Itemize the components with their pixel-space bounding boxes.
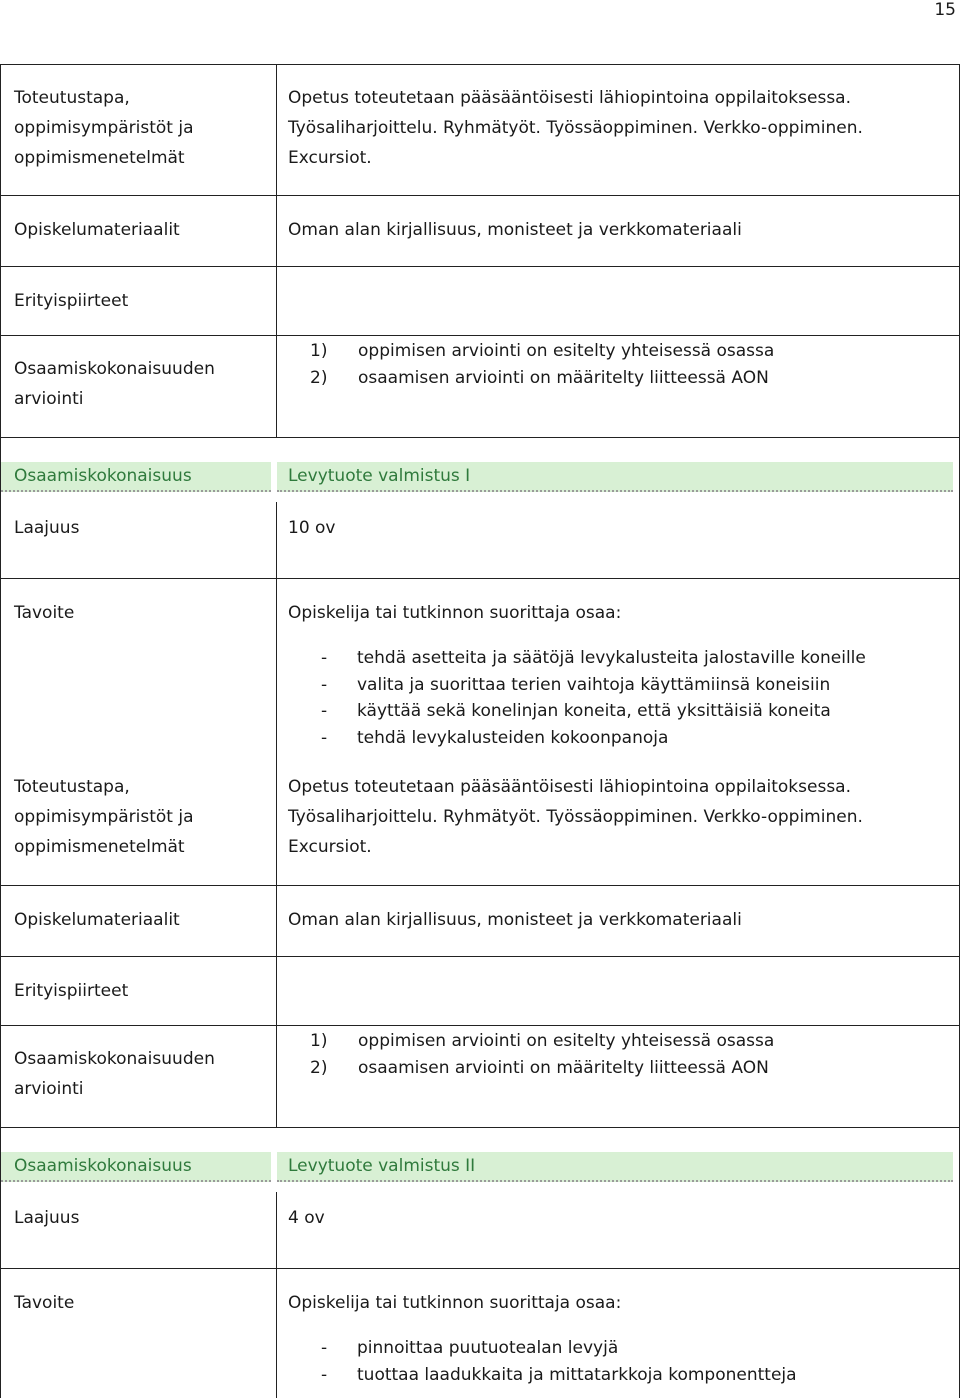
row-content [277, 957, 959, 1025]
row-content [277, 1192, 959, 1268]
section-heading-name: Levytuote valmistus I [277, 462, 953, 492]
list-item [288, 365, 959, 392]
label-text: Tavoite [14, 1293, 75, 1313]
list-marker: 1) [310, 1031, 328, 1051]
list-text: oppimisen arviointi on esitelty yhteisessä osassa [358, 1031, 775, 1051]
row-content [277, 579, 959, 754]
label-line: Toteutustapa, [14, 777, 130, 797]
row-content [277, 65, 959, 195]
list-text: valita ja suorittaa terien vaihtoja käyttämiinsä koneisiin [357, 674, 831, 695]
text-line: Työsaliharjoittelu. Ryhmätyöt. Työssäoppiminen. Verkko-oppiminen. [288, 807, 863, 827]
section-heading-label: Osaamiskokonaisuus [1, 1152, 271, 1182]
list-text: osaamisen arviointi on määritelty liitteessä AON [358, 1057, 769, 1078]
row-content [277, 267, 959, 335]
list-marker: - [321, 1338, 328, 1358]
row-content [277, 336, 959, 437]
row-content [277, 196, 959, 266]
row-label [1, 502, 277, 578]
list-item [288, 1055, 959, 1082]
row-arviointi [1, 1025, 959, 1127]
label-line: Osaamiskokonaisuuden [14, 1049, 215, 1069]
row-content [277, 1269, 959, 1398]
label-text: Tavoite [14, 603, 75, 623]
row-opiskelumateriaalit [1, 195, 959, 266]
list-text: tehdä asetteita ja säätöjä levykalusteita jalostaville koneille [357, 648, 866, 668]
text-line: Työsaliharjoittelu. Ryhmätyöt. Työssäoppiminen. Verkko-oppiminen. [288, 118, 863, 138]
row-label [1, 957, 277, 1025]
row-label [1, 1269, 277, 1398]
row-label [1, 438, 277, 502]
list-marker: - [321, 674, 328, 695]
content-text: Oman alan kirjallisuus, monisteet ja verkkomateriaali [288, 910, 742, 930]
list-text: pinnoittaa puutuotealan levyjä [357, 1338, 619, 1358]
label-text: Laajuus [14, 1208, 80, 1228]
list-text: käyttää sekä konelinjan koneita, että yksittäisiä koneita [357, 701, 831, 721]
content-text: Oman alan kirjallisuus, monisteet ja verkkomateriaali [288, 220, 742, 240]
row-label [1, 754, 277, 885]
label-line: Osaamiskokonaisuuden [14, 359, 215, 379]
row-label [1, 579, 277, 754]
row-arviointi [1, 335, 959, 437]
label-text: Erityispiirteet [14, 291, 129, 311]
label-line: oppimisympäristöt ja [14, 118, 194, 138]
row-osaamiskokonaisuus [1, 437, 959, 502]
tavoite-intro: Opiskelija tai tutkinnon suorittaja osaa: [288, 603, 622, 623]
text-line: Excursiot. [288, 837, 372, 857]
list-item [288, 1335, 959, 1362]
list-marker: - [321, 648, 328, 668]
laajuus-value: 4 ov [288, 1208, 325, 1228]
label-line: oppimismenetelmät [14, 837, 185, 857]
row-content [277, 1026, 959, 1127]
row-laajuus [1, 502, 959, 578]
list-text: tehdä levykalusteiden kokoonpanoja [357, 727, 669, 748]
row-label [1, 886, 277, 956]
label-line: oppimismenetelmät [14, 148, 185, 168]
row-label [1, 1026, 277, 1127]
list-marker: - [321, 1364, 328, 1385]
row-content [277, 886, 959, 956]
list-text: tuottaa laadukkaita ja mittatarkkoja komponentteja [357, 1364, 797, 1385]
text-line: Excursiot. [288, 148, 372, 168]
text-line: Opetus toteutetaan pääsääntöisesti lähiopintoina oppilaitoksessa. [288, 88, 851, 108]
page-number: 15 [934, 0, 956, 20]
list-item [288, 1362, 959, 1389]
row-content [277, 754, 959, 885]
row-opiskelumateriaalit [1, 885, 959, 956]
row-erityispiirteet [1, 266, 959, 335]
text-line: Opetus toteutetaan pääsääntöisesti lähiopintoina oppilaitoksessa. [288, 777, 851, 797]
label-text: Opiskelumateriaalit [14, 910, 180, 930]
row-label [1, 1128, 277, 1192]
row-osaamiskokonaisuus [1, 1127, 959, 1192]
row-content [277, 502, 959, 578]
section-heading-name: Levytuote valmistus II [277, 1152, 953, 1182]
label-line: arviointi [14, 1079, 84, 1099]
list-item [288, 698, 959, 725]
row-label [1, 65, 277, 195]
tavoite-intro: Opiskelija tai tutkinnon suorittaja osaa: [288, 1293, 622, 1313]
list-item [288, 672, 959, 699]
list-text: osaamisen arviointi on määritelty liitteessä AON [358, 367, 769, 388]
row-label [1, 267, 277, 335]
label-text: Opiskelumateriaalit [14, 220, 180, 240]
row-label [1, 336, 277, 437]
list-marker: - [321, 701, 328, 721]
list-item [288, 725, 959, 752]
row-laajuus [1, 1192, 959, 1268]
row-toteutustapa [1, 64, 959, 195]
list-item [288, 1028, 959, 1055]
list-item [288, 645, 959, 672]
row-tavoite [1, 1268, 959, 1398]
laajuus-value: 10 ov [288, 518, 336, 538]
row-label [1, 1192, 277, 1268]
list-marker: - [321, 727, 328, 748]
row-tavoite [1, 578, 959, 754]
row-erityispiirteet [1, 956, 959, 1025]
row-label [1, 196, 277, 266]
section-heading-label: Osaamiskokonaisuus [1, 462, 271, 492]
curriculum-table [0, 64, 960, 1398]
label-line: arviointi [14, 389, 84, 409]
row-content [277, 1128, 959, 1192]
row-content [277, 438, 959, 502]
list-marker: 1) [310, 341, 328, 361]
list-marker: 2) [310, 367, 328, 388]
list-text: oppimisen arviointi on esitelty yhteisessä osassa [358, 341, 775, 361]
list-marker: 2) [310, 1057, 328, 1078]
label-text: Erityispiirteet [14, 981, 129, 1001]
label-text: Laajuus [14, 518, 80, 538]
label-line: oppimisympäristöt ja [14, 807, 194, 827]
row-toteutustapa [1, 754, 959, 885]
list-item [288, 338, 959, 365]
label-line: Toteutustapa, [14, 88, 130, 108]
